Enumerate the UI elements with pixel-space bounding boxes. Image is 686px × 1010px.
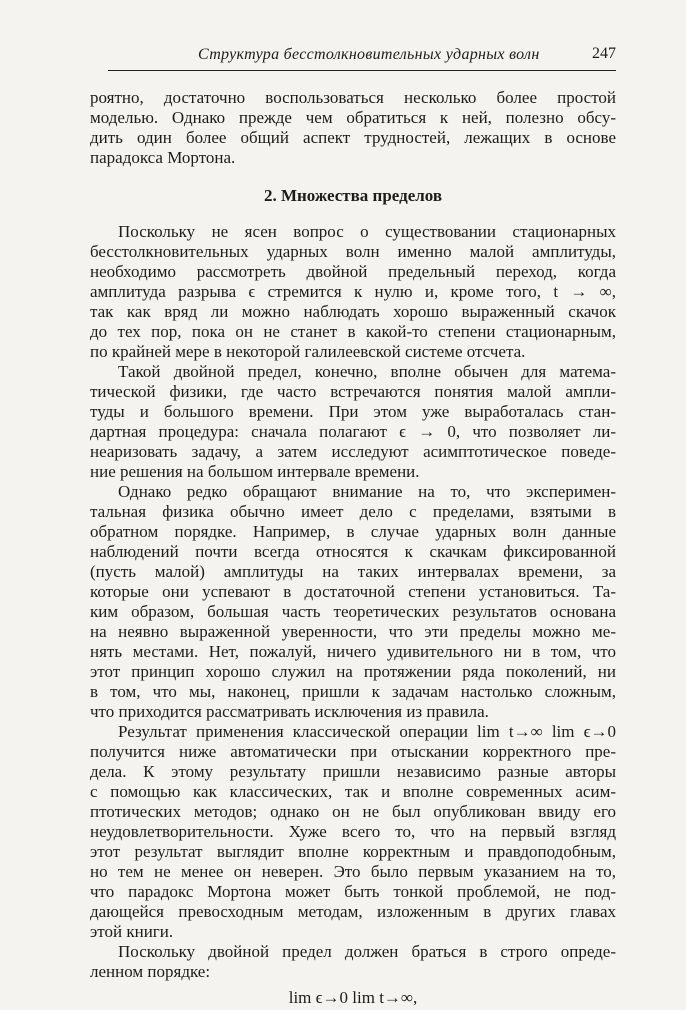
- text-line: обратном порядке. Например, в случае ударных волн данные: [90, 522, 616, 541]
- text-line: Результат применения классической операции lim t→∞ lim ϵ→0: [118, 722, 616, 741]
- text-line: Поскольку не ясен вопрос о существовании стационарных: [118, 222, 616, 241]
- text-line: необходимо рассмотреть двойной предельный переход, когда: [90, 262, 616, 281]
- text-line: тической физики, где часто встречаются понятия малой ампли-: [90, 382, 616, 401]
- text-line: что приходится рассматривать исключения из правила.: [90, 702, 489, 721]
- text-line: роятно, достаточно воспользоваться несколько более простой: [90, 88, 616, 107]
- text-line: неаризовать задачу, а затем исследуют асимптотическое поведе-: [90, 442, 616, 461]
- text-line: ким образом, большая часть теоретических результатов основана: [90, 602, 616, 621]
- text-line: получится ниже автоматически при отыскании корректного пре-: [90, 742, 616, 761]
- formula: lim ϵ→0 lim t→∞,: [288, 988, 418, 1007]
- text-line: Такой двойной предел, конечно, вполне обычен для матема-: [118, 362, 616, 381]
- text-line: до тех пор, пока он не станет в какой-то степени стационарным,: [90, 322, 616, 341]
- running-header: [108, 44, 616, 71]
- paragraph: [90, 942, 616, 982]
- text-line: туды и большого времени. При этом уже выработалась стан-: [90, 402, 616, 421]
- text-line: моделью. Однако прежде чем обратиться к ней, полезно обсу-: [90, 108, 616, 127]
- text-line: дающейся превосходным методам, изложенным в других главах: [90, 902, 616, 921]
- text-line: по крайней мере в некоторой галилеевской системе отсчета.: [90, 342, 526, 361]
- text-line: дела. К этому результату пришли независимо разные авторы: [90, 762, 616, 781]
- text-line: тальная физика обычно имеет дело с пределами, взятыми в: [90, 502, 616, 521]
- paragraph: [90, 482, 616, 722]
- text-line: дить один более общий аспект трудностей, лежащих в основе: [90, 128, 616, 147]
- section-title: 2. Множества пределов: [263, 186, 443, 205]
- text-line: ние решения на большом интервале времени.: [90, 462, 420, 481]
- paragraph-continuation: [90, 88, 616, 168]
- text-line: парадокса Мортона.: [90, 148, 236, 167]
- text-line: с помощью как классических, так и вполне современных асим-: [90, 782, 616, 801]
- text-line: наблюдений почти всегда относятся к скачкам фиксированной: [90, 542, 616, 561]
- text-line: что парадокс Мортона может быть тонкой проблемой, не под-: [90, 882, 616, 901]
- text-line: бесстолкновительных ударных волн именно малой амплитуды,: [90, 242, 616, 261]
- text-line: этой книги.: [90, 922, 174, 941]
- text-line: которые они успевают в достаточной степени установиться. Та-: [90, 582, 616, 601]
- text-line: Однако редко обращают внимание на то, что эксперимен-: [118, 482, 616, 501]
- text-line: на неявно выраженной уверенности, что эти пределы можно ме-: [90, 622, 616, 641]
- text-line: дартная процедура: сначала полагают ϵ → 0, что позволяет ли-: [90, 422, 616, 441]
- text-line: амплитуда разрыва ϵ стремится к нулю и, кроме того, t → ∞,: [90, 282, 616, 301]
- paragraph: [90, 722, 616, 942]
- text-line: (пусть малой) амплитуды на таких интервалах времени, за: [90, 562, 616, 581]
- paragraph: [90, 222, 616, 362]
- text-line: нять местами. Нет, пожалуй, ничего удивительного ни в том, что: [90, 642, 616, 661]
- text-line: в том, что мы, наконец, пришли к задачам настолько сложным,: [90, 682, 616, 701]
- text-line: так как вряд ли можно наблюдать хорошо выраженный скачок: [90, 302, 616, 321]
- text-line: птотических методов; однако он не был опубликован ввиду его: [90, 802, 616, 821]
- text-line: Поскольку двойной предел должен браться в строго опреде-: [118, 942, 616, 961]
- running-title: Структура бесстолкновительных ударных волн: [198, 46, 540, 63]
- text-line: этот принцип хорошо служил на протяжении ряда поколений, ни: [90, 662, 616, 681]
- text-line: этот результат выглядит вполне корректным и правдоподобным,: [90, 842, 616, 861]
- paragraph: [90, 362, 616, 482]
- text-line: неудовлетворительности. Хуже всего то, что на первый взгляд: [90, 822, 616, 841]
- page-number: 247: [592, 45, 616, 62]
- text-line: но тем не менее он неверен. Это было первым указанием на то,: [90, 862, 616, 881]
- text-line: ленном порядке:: [90, 962, 211, 981]
- body-text: [90, 88, 616, 1010]
